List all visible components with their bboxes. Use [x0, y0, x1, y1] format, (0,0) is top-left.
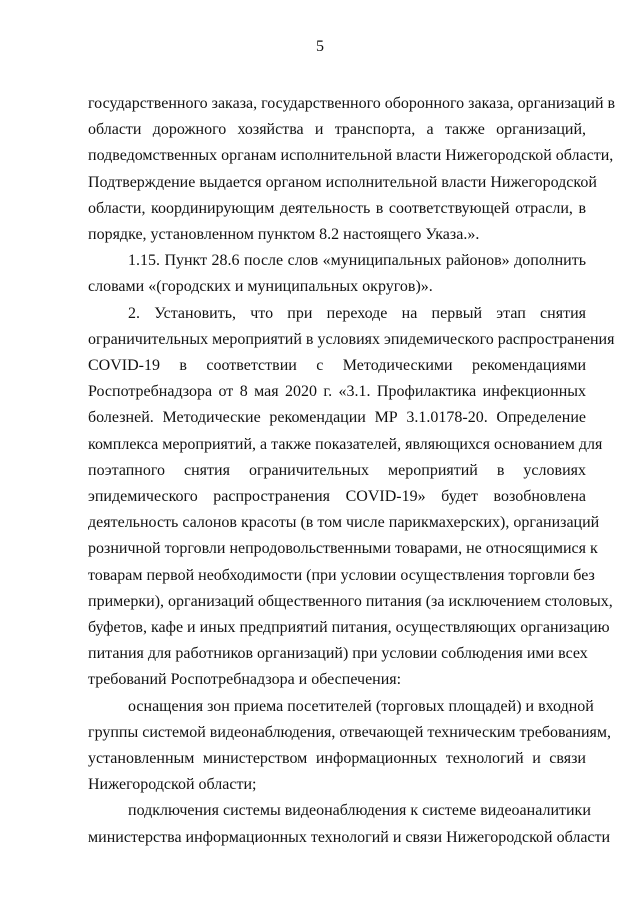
text-line: 2. Установить, что при переходе на первый этап снятия	[128, 304, 586, 322]
text-line: розничной торговли непродовольственными товарами, не относящимися к	[88, 540, 598, 558]
text-line: поэтапного снятия ограничительных мероприятий в условиях	[88, 461, 586, 479]
text-line: ограничительных мероприятий в условиях эпидемического распространения	[88, 330, 615, 348]
text-line: подведомственных органам исполнительной власти Нижегородской области,	[88, 147, 614, 165]
text-line: области, координирующим деятельность в соответствующей отрасли, в	[88, 199, 586, 217]
text-line: словами «(городских и муниципальных округов)».	[88, 278, 433, 296]
paragraph-1-15	[88, 248, 586, 300]
text-line: требований Роспотребнадзора и обеспечения:	[88, 671, 402, 689]
text-line: подключения системы видеонаблюдения к системе видеоаналитики	[128, 802, 591, 820]
paragraph-continuation	[88, 91, 616, 248]
text-line: питания для работников организаций) при условии соблюдения ими всех	[88, 645, 588, 663]
text-line: Роспотребнадзора от 8 мая 2020 г. «3.1. Профилактика инфекционных	[88, 383, 586, 401]
paragraph-2	[88, 301, 615, 694]
text-line: государственного заказа, государственного оборонного заказа, организаций в	[88, 95, 616, 112]
text-line: деятельность салонов красоты (в том числе парикмахерских), организаций	[88, 514, 600, 532]
text-line: примерки), организаций общественного питания (за исключением столовых,	[88, 592, 613, 610]
text-line: группы системой видеонаблюдения, отвечающей техническим требованиям,	[88, 723, 612, 741]
text-line: эпидемического распространения COVID-19» будет возобновлена	[88, 488, 586, 506]
paragraph-connection	[88, 798, 611, 850]
text-line: Нижегородской области;	[88, 776, 257, 794]
page-number: 5	[316, 38, 324, 55]
document-body	[88, 91, 616, 851]
text-line: болезней. Методические рекомендации МР 3.1.0178-20. Определение	[88, 409, 586, 427]
text-line: Подтверждение выдается органом исполнительной власти Нижегородской	[88, 173, 597, 191]
text-line: комплекса мероприятий, а также показателей, являющихся основанием для	[88, 435, 603, 453]
paragraph-equipment	[88, 694, 612, 799]
text-line: министерства информационных технологий и связи Нижегородской области	[88, 828, 611, 846]
text-line: буфетов, кафе и иных предприятий питания, осуществляющих организацию	[88, 619, 610, 637]
text-line: области дорожного хозяйства и транспорта, а также организаций,	[88, 121, 586, 139]
text-line: товарам первой необходимости (при условии осуществления торговли без	[88, 566, 595, 584]
text-line: установленным министерством информационных технологий и связи	[88, 750, 586, 768]
text-line: порядке, установленном пунктом 8.2 настоящего Указа.».	[88, 226, 480, 244]
text-line: оснащения зон приема посетителей (торговых площадей) и входной	[128, 697, 594, 715]
text-line: 1.15. Пункт 28.6 после слов «муниципальных районов» дополнить	[128, 252, 586, 270]
text-line: COVID-19 в соответствии с Методическими рекомендациями	[88, 357, 586, 375]
